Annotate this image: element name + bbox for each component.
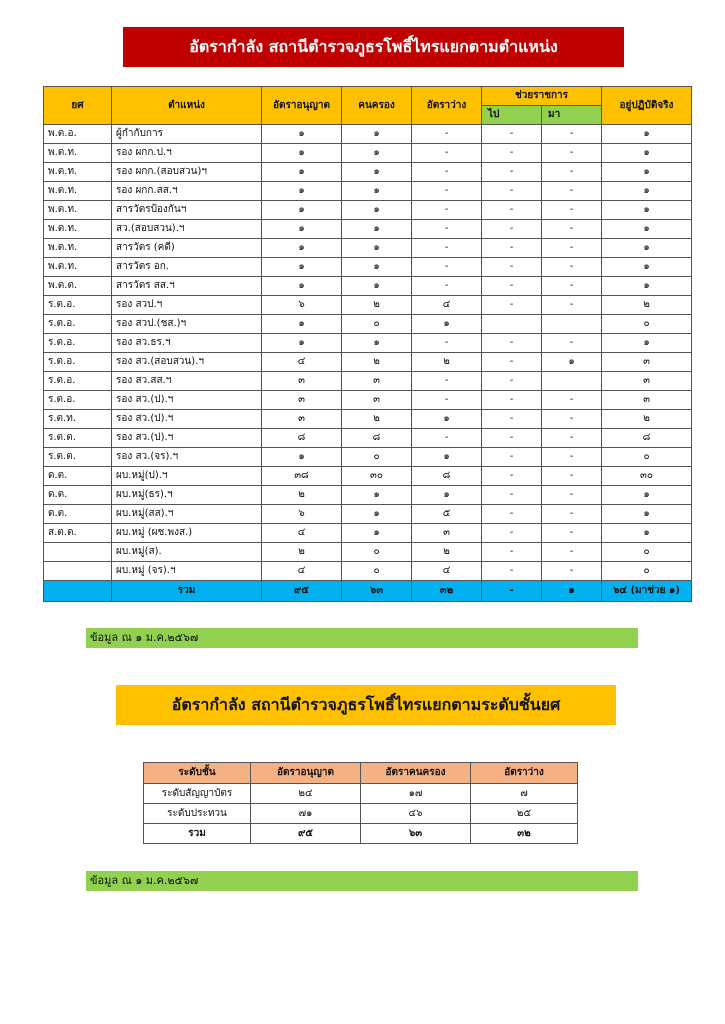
held-cell: ๑	[342, 277, 412, 296]
table-row	[44, 486, 692, 505]
vacant-cell: ๕	[412, 505, 482, 524]
held-cell: ๑	[342, 144, 412, 163]
actual-cell: ๑	[602, 258, 692, 277]
allowed-cell: ๒	[262, 543, 342, 562]
vacant-cell: ๑	[412, 448, 482, 467]
assist-out-cell: -	[482, 448, 542, 467]
vacant-cell: ๒	[412, 543, 482, 562]
actual-cell: ๒	[602, 410, 692, 429]
allowed-cell: ๓	[262, 372, 342, 391]
rank-cell: ร.ต.ต.	[44, 448, 112, 467]
header-allowed: อัตราอนุญาต	[262, 87, 342, 125]
vacant-cell: ๑	[412, 410, 482, 429]
held-cell: ๐	[342, 543, 412, 562]
level-row	[144, 804, 578, 824]
total-out: -	[482, 581, 542, 602]
vacant-cell: -	[412, 125, 482, 144]
assist-in-cell: -	[542, 429, 602, 448]
rank-cell: พ.ต.ท.	[44, 182, 112, 201]
held-cell: ๐	[342, 315, 412, 334]
header-assist-in: มา	[542, 106, 602, 125]
allowed-cell: ๑	[262, 315, 342, 334]
table-row	[44, 258, 692, 277]
actual-cell: ๓	[602, 353, 692, 372]
table-row	[44, 448, 692, 467]
total-actual: ๖๔ (มาช่วย ๑)	[602, 581, 692, 602]
assist-out-cell: -	[482, 410, 542, 429]
position-cell: ผบ.หมู่ (จร).ฯ	[112, 562, 262, 581]
actual-cell: ๐	[602, 315, 692, 334]
level-header-allowed: อัตราอนุญาต	[251, 763, 361, 784]
allowed-cell: ๓๘	[262, 467, 342, 486]
allowed-cell: ๖	[262, 505, 342, 524]
held-cell: ๑	[342, 505, 412, 524]
vacant-cell: -	[412, 429, 482, 448]
vacant-cell: -	[412, 239, 482, 258]
table-row	[44, 467, 692, 486]
actual-cell: ๐	[602, 562, 692, 581]
assist-out-cell: -	[482, 353, 542, 372]
vacant-cell: -	[412, 220, 482, 239]
actual-cell: ๐	[602, 543, 692, 562]
held-cell: ๒	[342, 353, 412, 372]
assist-out-cell: -	[482, 334, 542, 353]
total-rank-cell	[44, 581, 112, 602]
rank-cell	[44, 562, 112, 581]
actual-cell: ๑	[602, 125, 692, 144]
allowed-cell: ๒	[262, 486, 342, 505]
table-row	[44, 201, 692, 220]
positions-table	[43, 86, 692, 602]
rank-cell: พ.ต.ท.	[44, 220, 112, 239]
level-vacant-cell: ๒๕	[471, 804, 578, 824]
assist-out-cell: -	[482, 144, 542, 163]
actual-cell: ๑	[602, 524, 692, 543]
allowed-cell: ๓	[262, 410, 342, 429]
held-cell: ๐	[342, 448, 412, 467]
assist-in-cell: -	[542, 334, 602, 353]
assist-in-cell: -	[542, 448, 602, 467]
table-row	[44, 562, 692, 581]
actual-cell: ๑	[602, 334, 692, 353]
allowed-cell: ๑	[262, 144, 342, 163]
rank-cell: ส.ต.ต.	[44, 524, 112, 543]
assist-in-cell: -	[542, 220, 602, 239]
header-position: ตำแหน่ง	[112, 87, 262, 125]
rank-cell: พ.ต.ท.	[44, 239, 112, 258]
actual-cell: ๑	[602, 277, 692, 296]
allowed-cell: ๘	[262, 429, 342, 448]
table-row	[44, 220, 692, 239]
assist-out-cell: -	[482, 524, 542, 543]
total-vacant: ๓๒	[412, 581, 482, 602]
assist-in-cell: -	[542, 258, 602, 277]
header-actual: อยู่ปฏิบัติจริง	[602, 87, 692, 125]
level-total-row	[144, 824, 578, 844]
table-row	[44, 391, 692, 410]
vacant-cell: ๒	[412, 353, 482, 372]
rank-cell: พ.ต.ท.	[44, 201, 112, 220]
held-cell: ๑	[342, 220, 412, 239]
assist-in-cell: -	[542, 239, 602, 258]
table-row	[44, 353, 692, 372]
vacant-cell: ๘	[412, 467, 482, 486]
data-date-note-2: ข้อมูล ณ ๑ ม.ค.๒๕๖๗	[86, 871, 638, 891]
vacant-cell: -	[412, 258, 482, 277]
levels-table	[143, 762, 578, 844]
assist-out-cell: -	[482, 296, 542, 315]
held-cell: ๑	[342, 258, 412, 277]
vacant-cell: ๓	[412, 524, 482, 543]
assist-in-cell: -	[542, 543, 602, 562]
position-cell: รอง สวป.(ชส.)ฯ	[112, 315, 262, 334]
assist-in-cell: -	[542, 296, 602, 315]
vacant-cell: ๑	[412, 486, 482, 505]
level-header-vacant: อัตราว่าง	[471, 763, 578, 784]
assist-out-cell: -	[482, 182, 542, 201]
header-assist-out: ไป	[482, 106, 542, 125]
table-row	[44, 144, 692, 163]
vacant-cell: -	[412, 372, 482, 391]
table-row	[44, 239, 692, 258]
assist-out-cell: -	[482, 163, 542, 182]
assist-in-cell: -	[542, 201, 602, 220]
rank-cell: ร.ต.ต.	[44, 429, 112, 448]
allowed-cell: ๓	[262, 391, 342, 410]
header-held: คนครอง	[342, 87, 412, 125]
assist-in-cell: -	[542, 125, 602, 144]
assist-in-cell: -	[542, 562, 602, 581]
held-cell: ๑	[342, 125, 412, 144]
header-vacant: อัตราว่าง	[412, 87, 482, 125]
allowed-cell: ๖	[262, 296, 342, 315]
assist-in-cell: -	[542, 505, 602, 524]
assist-in-cell: -	[542, 391, 602, 410]
position-cell: สารวัตร อก.	[112, 258, 262, 277]
assist-out-cell: -	[482, 505, 542, 524]
allowed-cell: ๔	[262, 524, 342, 543]
held-cell: ๑	[342, 201, 412, 220]
held-cell: ๑	[342, 239, 412, 258]
position-cell: รอง ผกก.(สอบสวน)ฯ	[112, 163, 262, 182]
level-total-label: รวม	[144, 824, 251, 844]
table-row	[44, 277, 692, 296]
actual-cell: ๑	[602, 163, 692, 182]
allowed-cell: ๑	[262, 125, 342, 144]
assist-out-cell: -	[482, 486, 542, 505]
table-row	[44, 524, 692, 543]
rank-cell: ร.ต.อ.	[44, 391, 112, 410]
vacant-cell: ๔	[412, 562, 482, 581]
assist-in-cell: -	[542, 144, 602, 163]
position-cell: สว.(สอบสวน).ฯ	[112, 220, 262, 239]
rank-cell: พ.ต.ท.	[44, 258, 112, 277]
position-cell: สารวัตร (คดี)	[112, 239, 262, 258]
vacant-cell: -	[412, 334, 482, 353]
assist-out-cell: -	[482, 429, 542, 448]
header-rank: ยศ	[44, 87, 112, 125]
page-title-levels: อัตรากำลัง สถานีตำรวจภูธรโพธิ์ไทรแยกตามระดับชั้นยศ	[116, 685, 616, 725]
assist-in-cell	[542, 372, 602, 391]
actual-cell: ๓๐	[602, 467, 692, 486]
assist-out-cell: -	[482, 372, 542, 391]
level-allowed-cell: ๒๔	[251, 784, 361, 804]
allowed-cell: ๑	[262, 163, 342, 182]
level-allowed-cell: ๗๑	[251, 804, 361, 824]
assist-in-cell: -	[542, 277, 602, 296]
allowed-cell: ๑	[262, 258, 342, 277]
total-label: รวม	[112, 581, 262, 602]
table-row	[44, 505, 692, 524]
table-row	[44, 163, 692, 182]
vacant-cell: -	[412, 391, 482, 410]
total-allowed: ๙๕	[262, 581, 342, 602]
level-total-held: ๖๓	[361, 824, 471, 844]
vacant-cell: ๔	[412, 296, 482, 315]
held-cell: ๑	[342, 182, 412, 201]
level-vacant-cell: ๗	[471, 784, 578, 804]
allowed-cell: ๑	[262, 220, 342, 239]
allowed-cell: ๔	[262, 353, 342, 372]
allowed-cell: ๑	[262, 277, 342, 296]
table-row	[44, 334, 692, 353]
rank-cell: พ.ต.ต.	[44, 277, 112, 296]
assist-out-cell: -	[482, 258, 542, 277]
total-in: ๑	[542, 581, 602, 602]
table-row	[44, 125, 692, 144]
assist-out-cell: -	[482, 201, 542, 220]
rank-cell: ร.ต.อ.	[44, 334, 112, 353]
position-cell: รอง ผกก.ป.ฯ	[112, 144, 262, 163]
assist-out-cell	[482, 315, 542, 334]
actual-cell: ๐	[602, 448, 692, 467]
allowed-cell: ๔	[262, 562, 342, 581]
vacant-cell: ๑	[412, 315, 482, 334]
assist-in-cell: -	[542, 163, 602, 182]
actual-cell: ๑	[602, 486, 692, 505]
level-cell: ระดับประทวน	[144, 804, 251, 824]
position-cell: สารวัตรป้องกันฯ	[112, 201, 262, 220]
assist-in-cell: -	[542, 182, 602, 201]
rank-cell: ร.ต.อ.	[44, 372, 112, 391]
level-header-level: ระดับชั้น	[144, 763, 251, 784]
actual-cell: ๓	[602, 391, 692, 410]
held-cell: ๓๐	[342, 467, 412, 486]
assist-out-cell: -	[482, 125, 542, 144]
position-cell: รอง สว.(ป).ฯ	[112, 429, 262, 448]
level-row	[144, 784, 578, 804]
position-cell: รอง สว.(จร).ฯ	[112, 448, 262, 467]
level-header-held: อัตราคนครอง	[361, 763, 471, 784]
position-cell: รอง สว.ธร.ฯ	[112, 334, 262, 353]
rank-cell	[44, 543, 112, 562]
data-date-note: ข้อมูล ณ ๑ ม.ค.๒๕๖๗	[86, 628, 638, 648]
actual-cell: ๑	[602, 182, 692, 201]
actual-cell: ๘	[602, 429, 692, 448]
allowed-cell: ๑	[262, 334, 342, 353]
allowed-cell: ๑	[262, 448, 342, 467]
allowed-cell: ๑	[262, 201, 342, 220]
position-cell: สารวัตร สส.ฯ	[112, 277, 262, 296]
rank-cell: พ.ต.ท.	[44, 144, 112, 163]
table-row	[44, 429, 692, 448]
table-row	[44, 372, 692, 391]
held-cell: ๑	[342, 163, 412, 182]
held-cell: ๒	[342, 410, 412, 429]
total-row	[44, 581, 692, 602]
rank-cell: ด.ต.	[44, 467, 112, 486]
rank-cell: ร.ต.อ.	[44, 315, 112, 334]
position-cell: รอง สวป.ฯ	[112, 296, 262, 315]
rank-cell: ด.ต.	[44, 486, 112, 505]
assist-in-cell: -	[542, 486, 602, 505]
held-cell: ๓	[342, 372, 412, 391]
assist-in-cell: ๑	[542, 353, 602, 372]
rank-cell: พ.ต.ท.	[44, 163, 112, 182]
position-cell: รอง สว.(สอบสวน).ฯ	[112, 353, 262, 372]
assist-in-cell: -	[542, 467, 602, 486]
held-cell: ๓	[342, 391, 412, 410]
rank-cell: ร.ต.อ.	[44, 353, 112, 372]
rank-cell: ร.ต.ท.	[44, 410, 112, 429]
assist-in-cell	[542, 315, 602, 334]
vacant-cell: -	[412, 277, 482, 296]
rank-cell: พ.ต.อ.	[44, 125, 112, 144]
actual-cell: ๒	[602, 296, 692, 315]
vacant-cell: -	[412, 201, 482, 220]
held-cell: ๒	[342, 296, 412, 315]
rank-cell: ร.ต.อ.	[44, 296, 112, 315]
held-cell: ๘	[342, 429, 412, 448]
actual-cell: ๑	[602, 144, 692, 163]
assist-out-cell: -	[482, 562, 542, 581]
header-assist: ช่วยราชการ	[482, 87, 602, 106]
vacant-cell: -	[412, 163, 482, 182]
position-cell: ผบ.หมู่(ป).ฯ	[112, 467, 262, 486]
assist-in-cell: -	[542, 410, 602, 429]
held-cell: ๐	[342, 562, 412, 581]
position-cell: รอง สว.สส.ฯ	[112, 372, 262, 391]
position-cell: ผู้กำกับการ	[112, 125, 262, 144]
level-held-cell: ๑๗	[361, 784, 471, 804]
assist-out-cell: -	[482, 467, 542, 486]
vacant-cell: -	[412, 182, 482, 201]
assist-out-cell: -	[482, 277, 542, 296]
allowed-cell: ๑	[262, 182, 342, 201]
allowed-cell: ๑	[262, 239, 342, 258]
position-cell: ผบ.หมู่ (ผช.พงส.)	[112, 524, 262, 543]
position-cell: ผบ.หมู่(ส).	[112, 543, 262, 562]
held-cell: ๑	[342, 486, 412, 505]
held-cell: ๑	[342, 334, 412, 353]
actual-cell: ๓	[602, 372, 692, 391]
position-cell: ผบ.หมู่(สส).ฯ	[112, 505, 262, 524]
actual-cell: ๑	[602, 201, 692, 220]
page-title-positions: อัตรากำลัง สถานีตำรวจภูธรโพธิ์ไทรแยกตามตำแหน่ง	[123, 27, 624, 67]
vacant-cell: -	[412, 144, 482, 163]
table-row	[44, 543, 692, 562]
level-total-allowed: ๙๕	[251, 824, 361, 844]
level-total-vacant: ๓๒	[471, 824, 578, 844]
position-cell: รอง สว.(ป).ฯ	[112, 391, 262, 410]
assist-out-cell: -	[482, 220, 542, 239]
table-row	[44, 296, 692, 315]
position-cell: รอง สว.(ป).ฯ	[112, 410, 262, 429]
assist-out-cell: -	[482, 391, 542, 410]
table-row	[44, 182, 692, 201]
assist-out-cell: -	[482, 239, 542, 258]
level-held-cell: ๔๖	[361, 804, 471, 824]
actual-cell: ๑	[602, 239, 692, 258]
table-row	[44, 410, 692, 429]
table-row	[44, 315, 692, 334]
position-cell: รอง ผกก.สส.ฯ	[112, 182, 262, 201]
actual-cell: ๑	[602, 505, 692, 524]
level-cell: ระดับสัญญาบัตร	[144, 784, 251, 804]
held-cell: ๑	[342, 524, 412, 543]
position-cell: ผบ.หมู่(ธร).ฯ	[112, 486, 262, 505]
actual-cell: ๑	[602, 220, 692, 239]
assist-out-cell: -	[482, 543, 542, 562]
rank-cell: ด.ต.	[44, 505, 112, 524]
total-held: ๖๓	[342, 581, 412, 602]
assist-in-cell: -	[542, 524, 602, 543]
